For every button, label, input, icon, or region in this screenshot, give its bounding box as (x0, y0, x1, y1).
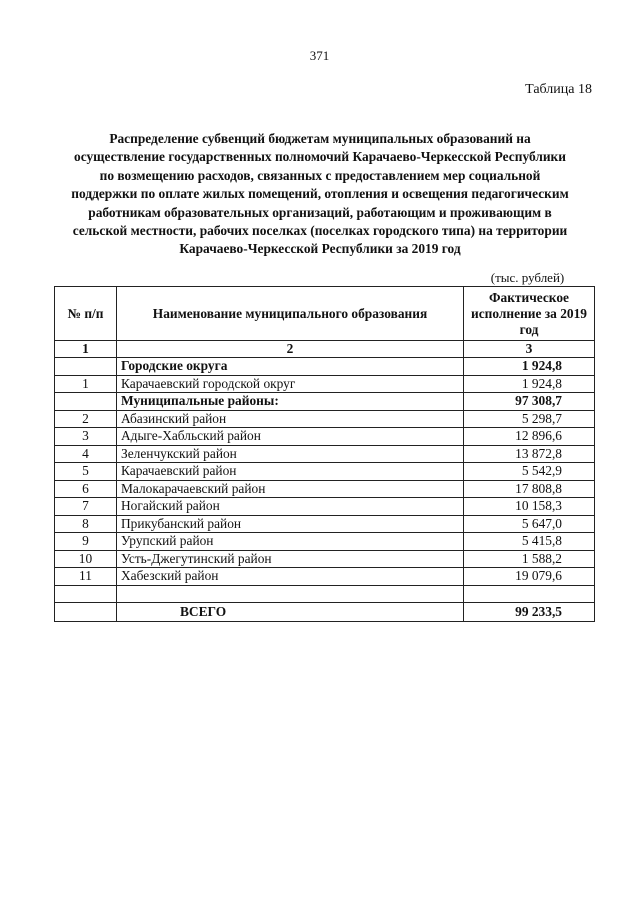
column-number: 2 (117, 341, 464, 358)
row-name: Малокарачаевский район (117, 480, 464, 498)
table-row (55, 358, 595, 376)
row-name: Усть-Джегутинский район (117, 550, 464, 568)
table-row (55, 550, 595, 568)
row-number: 1 (55, 375, 117, 393)
row-name: Урупский район (117, 533, 464, 551)
table-row (55, 515, 595, 533)
table-row (55, 480, 595, 498)
row-name: Прикубанский район (117, 515, 464, 533)
total-label: ВСЕГО (117, 602, 464, 621)
row-number: 9 (55, 533, 117, 551)
row-number: 10 (55, 550, 117, 568)
table-row (55, 568, 595, 586)
row-value: 97 308,7 (464, 393, 595, 411)
table-row (55, 445, 595, 463)
row-number (55, 358, 117, 376)
blank-row (55, 585, 595, 602)
header-number: № п/п (55, 287, 117, 341)
total-row (55, 602, 595, 621)
row-value: 10 158,3 (464, 498, 595, 516)
row-number: 4 (55, 445, 117, 463)
row-name: Карачаевский район (117, 463, 464, 481)
table-label: Таблица 18 (525, 82, 592, 97)
row-number: 6 (55, 480, 117, 498)
table-header-row (55, 287, 595, 341)
row-value: 5 298,7 (464, 410, 595, 428)
row-number (55, 393, 117, 411)
document-title: Распределение субвенций бюджетам муниципальных образований на осуществление государственных полномочий Карачаево-Черкесской Республики по возмещению расходов, связанных с предоставлением мер социальной поддержки по оплате жилых помещений, отопления и освещения педагогическим работникам образовательных организаций, работающим и проживающим в сельской местности, рабочих поселках (поселках городского типа) на территории Карачаево-Черкесской Республики за 2019 год (71, 131, 569, 257)
table-row (55, 410, 595, 428)
total-value: 99 233,5 (464, 602, 595, 621)
row-value: 17 808,8 (464, 480, 595, 498)
table-row (55, 428, 595, 446)
row-value: 13 872,8 (464, 445, 595, 463)
row-value: 1 924,8 (464, 375, 595, 393)
row-name: Зеленчукский район (117, 445, 464, 463)
row-name: Городские округа (117, 358, 464, 376)
row-value: 12 896,6 (464, 428, 595, 446)
column-number-row (55, 341, 595, 358)
row-value: 1 588,2 (464, 550, 595, 568)
row-value: 19 079,6 (464, 568, 595, 586)
units-label: (тыс. рублей) (490, 270, 565, 285)
table-row (55, 498, 595, 516)
row-name: Ногайский район (117, 498, 464, 516)
table-row (55, 533, 595, 551)
row-value: 5 415,8 (464, 533, 595, 551)
row-number: 2 (55, 410, 117, 428)
page-number: 371 (309, 48, 330, 63)
table-row (55, 393, 595, 411)
row-name: Карачаевский городской округ (117, 375, 464, 393)
row-value: 1 924,8 (464, 358, 595, 376)
header-value: Фактическое исполнение за 2019 год (464, 287, 595, 341)
row-name: Абазинский район (117, 410, 464, 428)
table-row (55, 375, 595, 393)
row-number: 11 (55, 568, 117, 586)
row-name: Хабезский район (117, 568, 464, 586)
row-name: Адыге-Хабльский район (117, 428, 464, 446)
header-name: Наименование муниципального образования (117, 287, 464, 341)
column-number: 3 (464, 341, 595, 358)
subvention-table (54, 286, 595, 622)
row-number: 7 (55, 498, 117, 516)
table-row (55, 463, 595, 481)
column-number: 1 (55, 341, 117, 358)
row-number: 5 (55, 463, 117, 481)
row-value: 5 542,9 (464, 463, 595, 481)
row-name: Муниципальные районы: (117, 393, 464, 411)
row-number: 8 (55, 515, 117, 533)
row-value: 5 647,0 (464, 515, 595, 533)
row-number: 3 (55, 428, 117, 446)
